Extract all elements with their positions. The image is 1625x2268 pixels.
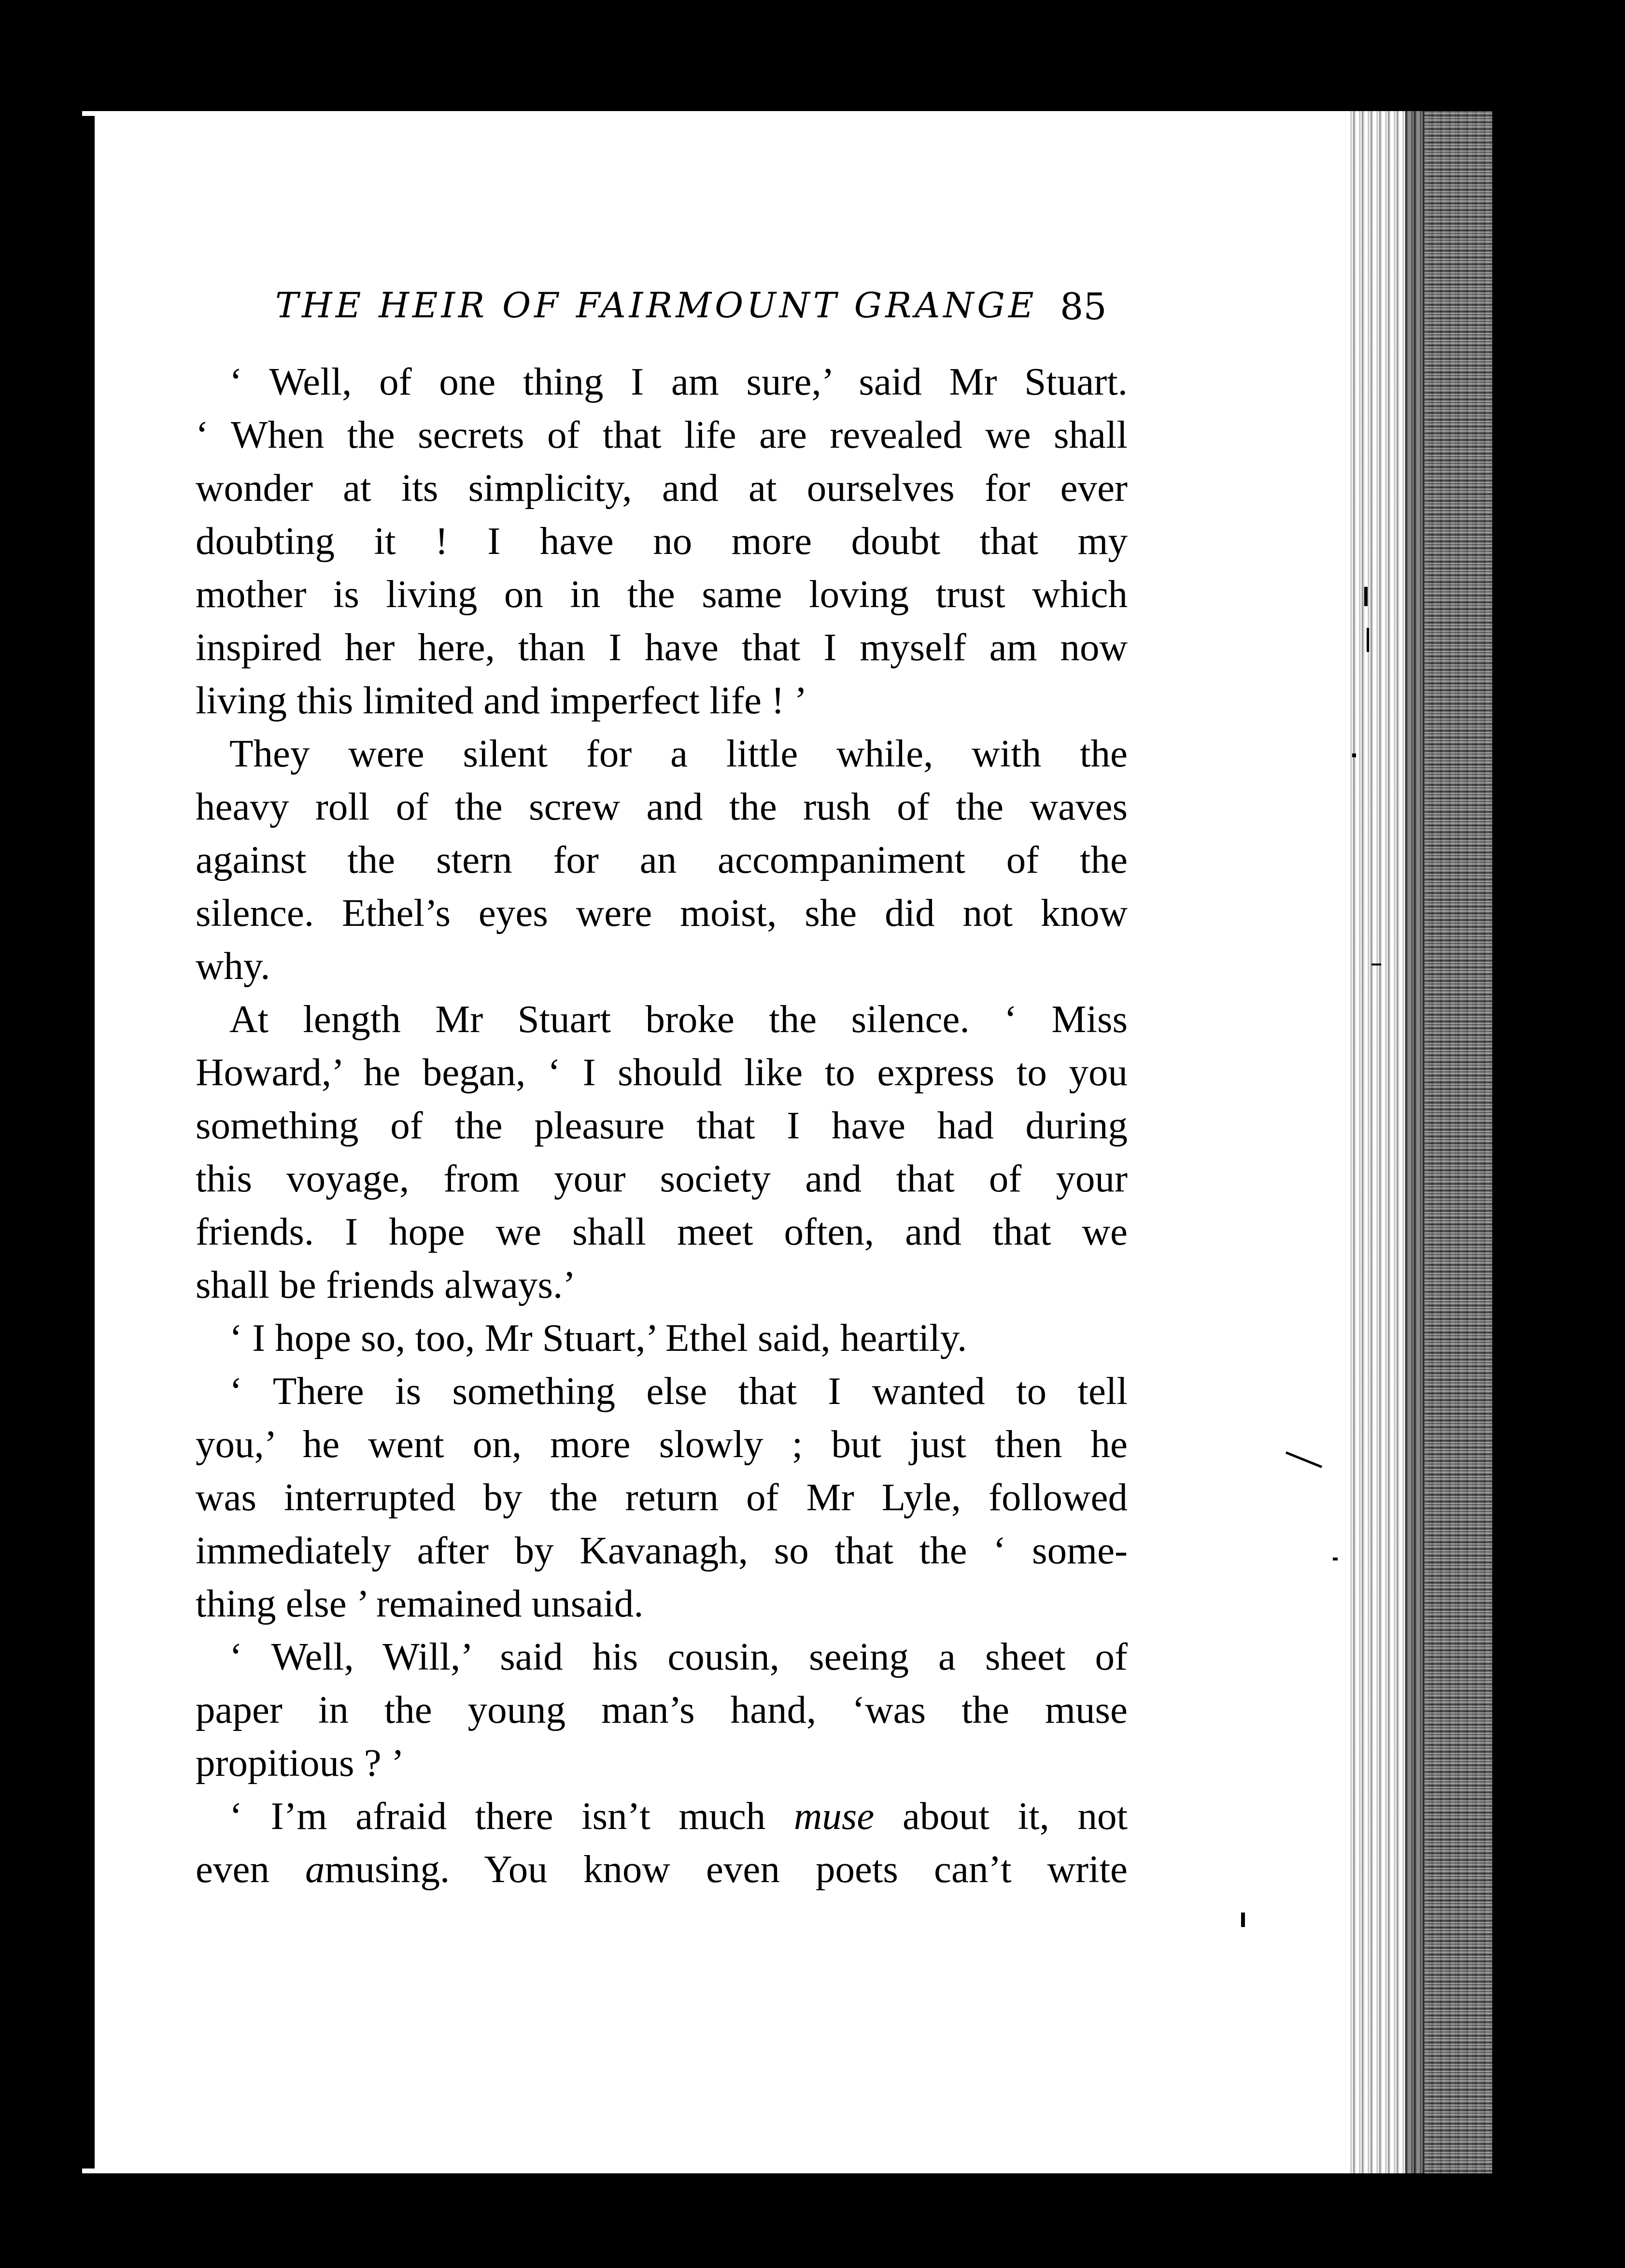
text-line-mixed [196, 1789, 1128, 1843]
text-line: ‘ Well, Will,’ said his cousin, seeing a sheet of [229, 1635, 1128, 1678]
text-run: about it, not [874, 1794, 1128, 1838]
text-line: silence. Ethel’s eyes were moist, she did not know [196, 891, 1128, 935]
body-text [196, 355, 1128, 1896]
text-line: you,’ he went on, more slowly ; but just then he [196, 1422, 1128, 1466]
text-line: ‘ I hope so, too, Mr Stuart,’ Ethel said, heartily. [229, 1316, 967, 1360]
text-line: inspired her here, than I have that I myself am now [196, 625, 1128, 669]
text-line: something of the pleasure that I have had during [196, 1104, 1128, 1147]
text-line: mother is living on in the same loving trust which [196, 572, 1128, 616]
scan-speck [1367, 628, 1369, 652]
running-head-title: THE HEIR OF FAIRMOUNT GRANGE [275, 285, 1037, 326]
text-line: ‘ Well, of one thing I am sure,’ said Mr Stuart. [229, 360, 1128, 403]
text-line: propitious ? ’ [196, 1741, 404, 1785]
scan-speck [1352, 753, 1356, 757]
page-edge-dark-texture [1425, 111, 1492, 2173]
text-line: paper in the young man’s hand, ‘was the muse [196, 1688, 1128, 1731]
text-line: this voyage, from your society and that of your [196, 1157, 1128, 1200]
scan-speck [1241, 1913, 1245, 1927]
text-run: musing. You know even poets can’t write [325, 1847, 1128, 1891]
text-line: immediately after by Kavanagh, so that the ‘ some- [196, 1529, 1128, 1572]
text-run: ‘ I’m afraid there isn’t much [229, 1794, 794, 1838]
page-number: 85 [1060, 285, 1107, 328]
text-line: Howard,’ he began, ‘ I should like to express to you [196, 1050, 1128, 1094]
text-line: They were silent for a little while, with the [229, 732, 1128, 775]
italic-word: muse [793, 1794, 875, 1838]
text-line: doubting it ! I have no more doubt that my [196, 519, 1128, 563]
text-line: friends. I hope we shall meet often, and that we [196, 1210, 1128, 1253]
text-line: was interrupted by the return of Mr Lyle, followed [196, 1475, 1128, 1519]
text-line: ‘ There is something else that I wanted to tell [229, 1369, 1128, 1413]
scan-speck [1371, 964, 1381, 965]
text-line: why. [196, 944, 270, 988]
text-line: wonder at its simplicity, and at ourselves for ever [196, 466, 1128, 510]
page-binding-shadow [72, 116, 95, 2169]
text-line-mixed [196, 1843, 1128, 1896]
text-line: thing else ’ remained unsaid. [196, 1582, 644, 1625]
text-line: At length Mr Stuart broke the silence. ‘ Miss [229, 997, 1128, 1041]
text-run: even [196, 1847, 306, 1891]
scan-speck [1364, 587, 1368, 606]
scan-speck [1333, 1558, 1338, 1560]
text-line: against the stern for an accompaniment of the [196, 838, 1128, 881]
text-line: ‘ When the secrets of that life are revealed we shall [196, 413, 1128, 456]
text-line: shall be friends always.’ [196, 1263, 576, 1306]
text-line: heavy roll of the screw and the rush of the waves [196, 785, 1128, 828]
italic-letter: a [305, 1847, 325, 1891]
text-line: living this limited and imperfect life ! ’ [196, 679, 807, 722]
